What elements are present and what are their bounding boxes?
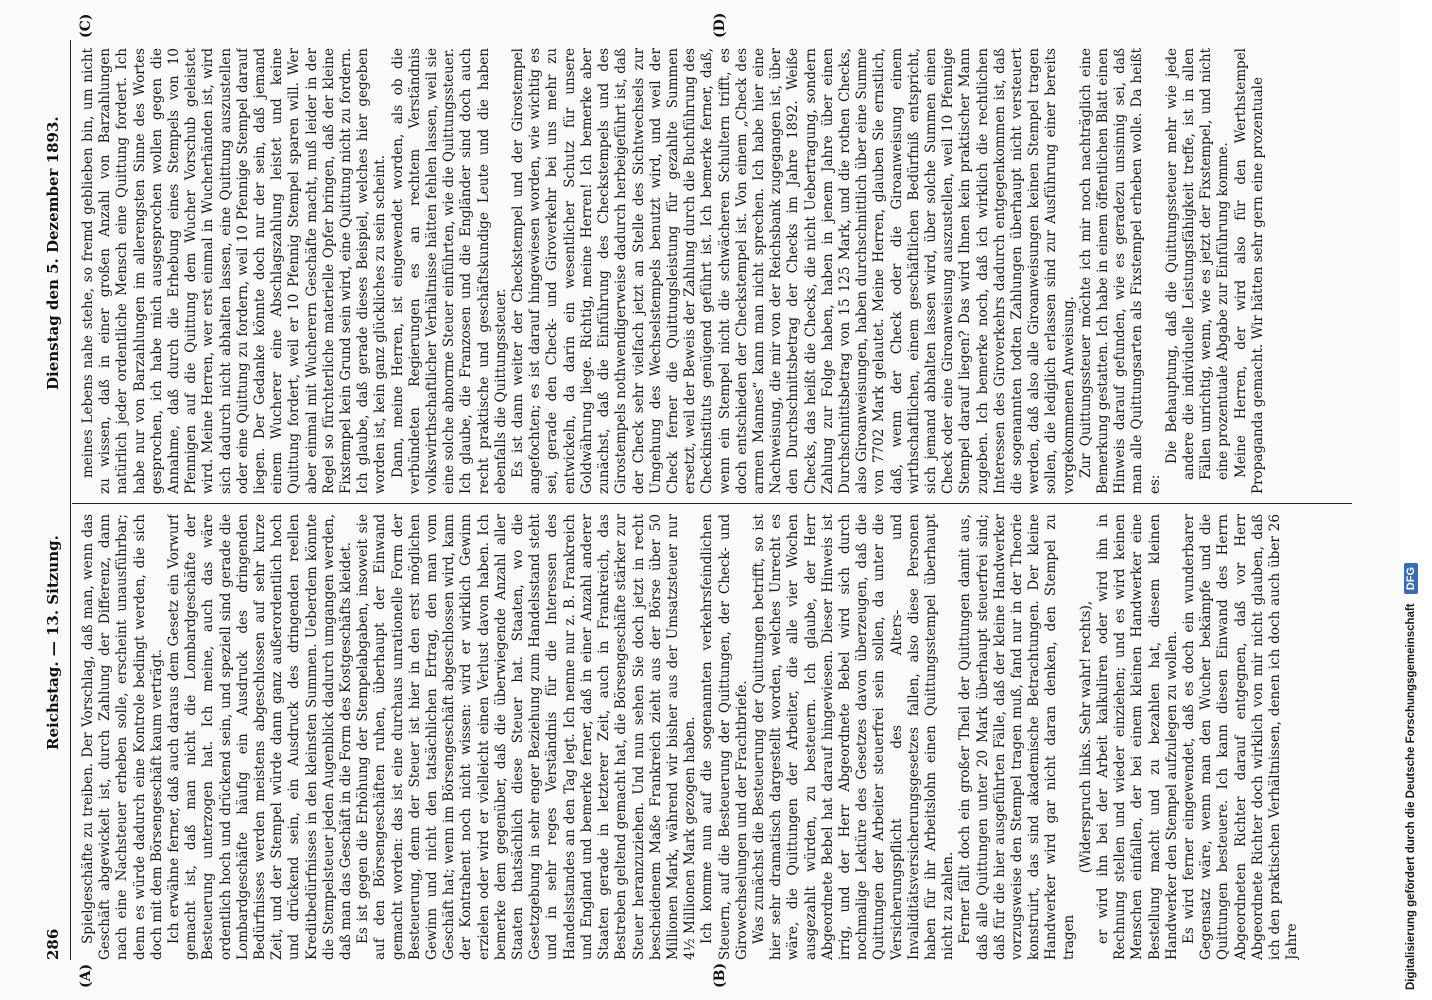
header-date: Dienstag den 5. Dezember 1893.: [44, 116, 62, 390]
paragraph: er wird ihn bei der Arbeit kalkuliren oder wird ihn in Rechnung stellen und wieder einziehen; und es wird keinen Menschen einfallen, der bei einem kleinen Handwerker eine Bestellung macht und zu bezahlen hat, diesem kleinen Handwerker den Stempel aufzulegen zu wollen.: [1094, 514, 1180, 960]
column-divider: [72, 503, 1352, 504]
header-session-title: Reichstag. — 13. Sitzung.: [44, 535, 62, 750]
margin-marker-d: (D): [712, 12, 728, 38]
paragraph: Ich komme nun auf die sogenannten verkehrsfeindlichen Steuern, auf die Besteuerung der Quittungen, der Check- und Girowechselungen und der Frachtbriefe.: [699, 514, 750, 960]
margin-marker-b: (B): [712, 962, 728, 988]
paragraph: Ferner fällt doch ein großer Theil der Quittungen damit aus, daß alle Quittungen unter 20 Mark überhaupt steuerfrei sind; daß für die hier ausgeführten Fälle, daß der kleine Handwerker vorzugsweise den Stempel tragen muß, fand nur in der Theorie konstruirt, das sind akademische Betrachtungen. Der kleine Handwerker wird gar nicht daran denken, den Stempel zu tragen: [957, 514, 1077, 960]
right-text-column: [80, 48, 1410, 494]
paragraph: Zur Quittungssteuer möchte ich mir noch nachträglich eine Bemerkung gestatten. Ich habe in einem öffentlichen Blatt einen Hinweis darauf gefunden, wie es geradezu unsinnig sei, daß man alle Quittungsarten als Fixstempel erheben wolle. Da heißt es:: [1077, 48, 1163, 494]
paragraph: meines Lebens nahe stehe, so fremd geblieben bin, um nicht zu wissen, daß in einer großen Anzahl von Barzahlungen natürlich jeder ordentliche Mensch eine Quittung fordert. Ich habe nur von Barzahlungen im allerengsten Sinne des Wortes gesprochen, ich habe mich ausgesprochen wollen gegen die Annahme, daß durch die Erhebung eines Stempels von 10 Pfennigen auf die Quittung dem Wucher Vorschub geleistet wird. Meine Herren, wer erst einmal in Wucherhänden ist, wird sich dadurch nicht abhalten lassen, eine Quittung auszustellen oder eine Quittung zu fordern, weil 10 Pfennige Stempel darauf liegen. Der Gedanke könnte doch nur der sein, daß jemand einem Wucherer eine Abschlagszahlung leistet und keine Quittung fordert, weil er 10 Pfennig Stempel sparen will. Wer aber einmal mit Wucherern Geschäfte macht, muß leider in der Regel so fürchterliche materielle Opfer bringen, daß der kleine Fixstempel kein Grund sein wird, eine Quittung nicht zu fordern. Ich glaube, daß gerade dieses Beispiel, welches hier gegeben worden ist, kein ganz glückliches zu sein scheint.: [80, 48, 389, 494]
paragraph: Es wird ferner eingewendet, daß es doch ein wunderbarer Gegensatz wäre, wenn man den Wucher bekämpfe und die Quittungen besteuere. Ich kann diesen Einwand des Herrn Abgeordneten Richter darauf entgegnen, daß vor Herr Abgeordnete Richter doch wirklich von mir nicht glauben, daß ich den praktischen Verhältnissen, denen ich doch auch über 26 Jahre: [1181, 514, 1301, 960]
paragraph: (Widerspruch links. Sehr wahr! rechts),: [1077, 600, 1094, 874]
paragraph: Ich erwähne ferner, daß auch daraus dem Gesetz ein Vorwurf gemacht ist, daß man nicht die Lombardgeschäfte der Besteuerung unterzogen hat. Ich meine, auch das wäre ordentlich hoch und drückend sein, und speziell sind gerade die Lombardgeschäfte häufig ein Ausdruck des dringenden Bedürfnisses werden meistens abgeschlossen auf sehr kurze Zeit, und der Stempel würde dann ganz außerordentlich hoch und drückend sein, ein Ausdruck des dringenden reellen Kreditbedürfnisses in den kleinsten Summen. Ueberdem könnte die Stempelsteuer jeden Augenblick dadurch umgangen werden, daß man das Geschäft in die Form des Kostgeschäfts kleidet.: [166, 514, 355, 960]
margin-marker-c: (C): [78, 13, 94, 38]
header-rule: [70, 40, 71, 960]
paragraph: Meine Herren, der wird also für den Werthstempel Propaganda gemacht. Wir hätten sehr gern eine prozentuale: [1232, 48, 1266, 494]
paragraph: Die Behauptung, daß die Quittungssteuer mehr wie jede andere die individuelle Leistungsfähigkeit treffe, ist in allen Fällen unrichtig, wenn, wie es jetzt der Fixstempel, und nicht eine prozentuale Abgabe zur Einführung komme.: [1163, 48, 1232, 480]
dfg-logo: DFG: [1404, 563, 1418, 594]
paragraph: Dann, meine Herren, ist eingewendet worden, als ob die verbündeten Regierungen es an rechtem Verständnis volkswirthschaftlicher Verhältnisse hätten fehlen lassen, weil sie eine solche abnorme Steuer einführten, wie die Quittungssteuer. Ich glaube, die Franzosen und die Engländer sind doch auch recht praktische und geschäftskundige Leute und die haben ebenfalls die Quittungssteuer.: [389, 48, 509, 494]
left-text-column: [80, 514, 1410, 960]
paragraph: Spielgeschäfte zu treiben. Der Vorschlag, daß man, wenn das Geschäft abgewickelt ist, durch Zahlung der Differenz, dann nach eine Nachsteuer erheben solle, erscheint unausführbar; denn es würde dadurch eine Kontrole bedingt werden, die sich doch mit dem Börsengeschäft kaum verträgt.: [80, 514, 165, 960]
paragraph: Es ist gegen die Erhöhung der Stempelabgaben, insoweit sie auf den Börsengeschäften ruhen, überhaupt der Einwand gemacht worden: das ist eine durchaus unrationelle Form der Besteuerung, denn der Steuer ist hier in den erst möglichen Gewinn und nicht den tatsächlichen Ertrag, den man vom Geschäft hat; wenn im Börsengeschäft abgeschlossen wird, kann der Kontrahent noch nicht wissen: wird er wirklich Gewinn erzielen oder wird er vielleicht einen Verlust davon haben. Ich bemerke dem gegenüber, daß die überwiegende Anzahl aller Staaten thatsächlich diese Steuer hat. Staaten, wo die Gesetzgebung in sehr enger Beziehung zum Handelsstand steht und in sehr reges Verständnis für die Interessen des Handelsstandes an den Tag legt. Ich nenne nur z. B. Frankreich und England und bemerke ferner, daß in einer Anzahl anderer Staaten gerade in letzterer Zeit, auch in Frankreich, das Bestreben geltend gemacht hat, die Börsengeschäfte stärker zur Steuer heranzuziehen. Und nun sehen Sie doch jetzt in recht bescheidenem Maße Frankreich zieht aus der Börse über 50 Millionen Mark, während wir bisher aus der Umsatzsteuer nur 4½ Millionen Mark gezogen haben.: [355, 514, 699, 960]
digitization-credit: [1404, 10, 1418, 990]
credit-text: Digitalisierung gefördert durch die Deutsche Forschungsgemeinschaft: [1405, 603, 1417, 990]
paragraph: Es ist dann weiter der Checkstempel und der Girostempel angefochten; es ist darauf hingewiesen worden, wie wichtig es sei, gerade den Check- und Giroverkehr bei uns mehr zu entwickeln, da darin ein wesentlicher Schutz für unsere Goldwährung liege. Richtig, meine Herren! Ich bemerke aber zunächst, daß die Einführung des Checkstempels und des Girostempels nothwendigerweise dadurch herbeigeführt ist, daß der Check sehr vielfach jetzt an Stelle des Sichtwechsels zur Umgehung des Wechselstempels benutzt wird, und weil der Check ferner die Quittungsleistung für gezahlte Summen ersetzt, weil der Beweis der Zahlung durch die Buchführung des Checkinstituts genügend geführt ist. Ich bemerke ferner, daß, wenn ein Stempel nicht die schwächeren Schultern trifft, es doch entschieden der Checkstempel ist. Von einem „Check des armen Mannes“ kann man nicht sprechen. Ich habe hier eine Nachweisung, die mir von der Reichsbank zugegangen ist, über den Durchschnittsbetrag der Checks im Jahre 1892. Weiße Checks, das heißt die Checks, die nicht Uebertragung, sondern Zahlung zur Folge haben, haben in jenem Jahre über einen Durchschnittsbetrag von 15 125 Mark, und die rothen Checks, also Giroanweisungen, haben durchschnittlich über eine Summe von 7702 Mark gelautet. Meine Herren, glauben Sie ernstlich, daß, wenn der Check oder die Giroanweisung einem wirthschaftlichen, einem geschäftlichen Bedürfniß entspricht, sich jemand abhalten lassen wird, über solche Summen einen Check oder eine Giroanweisung auszustellen, weil 10 Pfennige Stempel darauf liegen? Das wird Ihnen kein praktischer Mann zugeben. Ich bemerke noch, daß ich wirklich die rechtlichen Interessen des Giroverkehrs dadurch entgegenkommen ist, daß die sogenannten todten Zahlungen überhaupt nicht versteuert werden, daß also alle Giroanweisungen keinen Stempel tragen sollen, die lediglich erlassen sind zur Ausführung einer bereits vorgekommenen Anweisung.: [510, 48, 1077, 494]
page-number: 286: [44, 928, 62, 960]
paragraph: Was zunächst die Besteuerung der Quittungen betrifft, so ist hier sehr dramatisch dargestellt worden, welches Unrecht es wäre, die Quittungen der Arbeiter, die alle vier Wochen ausgezahlt würden, zu besteuern. Ich glaube, der Herr Abgeordnete Bebel hat darauf hingewiesen. Dieser Hinweis ist irrig, und der Herr Abgeordnete Bebel wird sich durch nochmalige Lektüre des Gesetzes davon überzeugen, daß die Quittungen der Arbeiter steuerfrei sein sollen, da unter die Versicherungspflicht des Alters- und Invaliditätsversicherungsgesetzes fallen, also diese Personen haben für ihr Arbeitslohn einen Quittungsstempel überhaupt nicht zu zahlen.: [750, 514, 957, 960]
digitization-sidebar: [1398, 0, 1432, 1000]
page-header: [44, 40, 66, 960]
margin-marker-a: (A): [78, 963, 94, 988]
